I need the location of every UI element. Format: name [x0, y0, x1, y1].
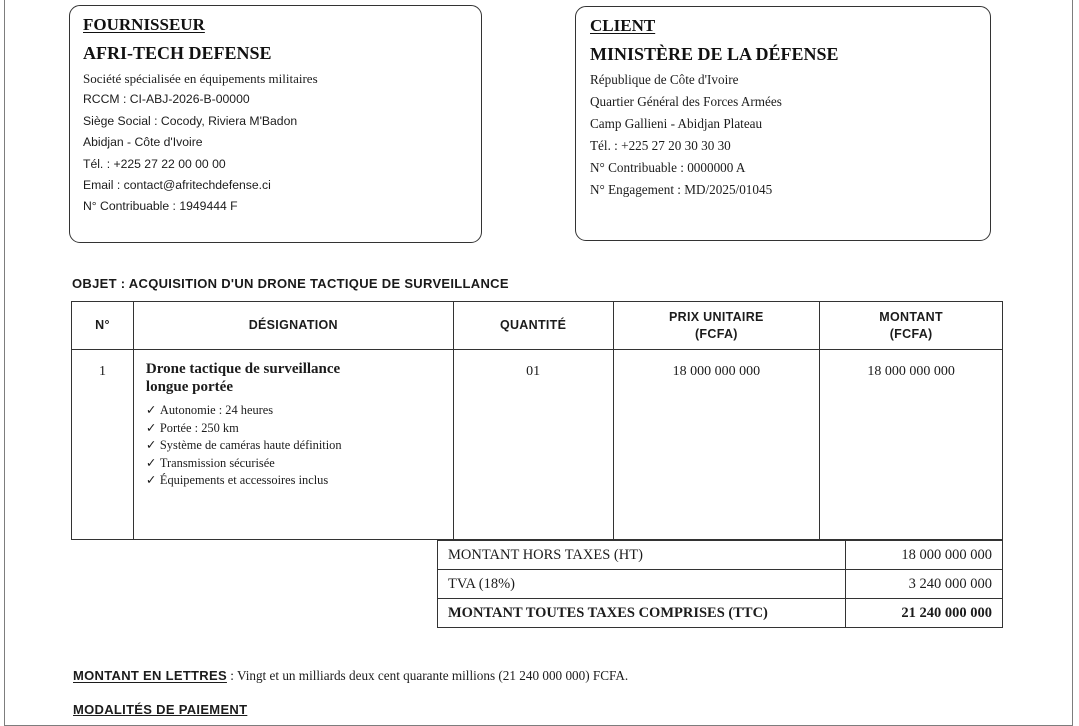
header-unit-price-line2: (FCFA): [694, 326, 738, 341]
list-item: [146, 437, 445, 455]
row-unit-price: 18 000 000 000: [613, 350, 820, 540]
client-country: République de Côte d'Ivoire: [590, 72, 739, 87]
client-phone: Tél. : +225 27 20 30 30 30: [590, 138, 731, 153]
total-ht-row: [438, 541, 1003, 570]
amount-in-words: [73, 668, 628, 684]
row-num: 1: [72, 350, 134, 540]
totals-table: [437, 540, 1003, 628]
tva-value: 3 240 000 000: [846, 570, 1003, 599]
supplier-tax-id: N° Contribuable : 1949444 F: [83, 199, 238, 214]
check-icon: ✓: [145, 403, 157, 417]
check-icon: ✓: [145, 420, 157, 435]
amount-in-words-label: MONTANT EN LETTRES: [73, 668, 227, 683]
header-unit-price: [613, 302, 820, 350]
table-row: [72, 350, 1003, 540]
header-unit-price-line1: PRIX UNITAIRE: [669, 309, 764, 324]
feature-text: Équipements et accessoires inclus: [159, 473, 329, 487]
supplier-head-office: Siège Social : Cocody, Riviera M'Badon: [83, 113, 298, 128]
client-commitment-number: N° Engagement : MD/2025/01045: [590, 182, 773, 197]
supplier-email: Email : contact@afritechdefense.ci: [83, 178, 271, 193]
list-item: [146, 402, 445, 420]
total-ttc-row: [438, 599, 1003, 628]
client-hq: Quartier Général des Forces Armées: [590, 94, 782, 109]
tva-row: [438, 570, 1003, 599]
client-heading: CLIENT: [590, 16, 656, 35]
feature-list: [146, 402, 445, 490]
supplier-box: [69, 5, 482, 243]
feature-text: Autonomie : 24 heures: [159, 403, 274, 417]
object-line: OBJET : ACQUISITION D'UN DRONE TACTIQUE DE SURVEILLANCE: [72, 276, 509, 291]
list-item: [146, 455, 445, 473]
items-table: [71, 301, 1003, 540]
feature-text: Portée : 250 km: [159, 420, 239, 435]
supplier-heading: FOURNISSEUR: [83, 15, 205, 34]
supplier-rccm: RCCM : CI-ABJ-2026-B-00000: [83, 92, 250, 107]
list-item: [146, 420, 445, 438]
check-icon: ✓: [145, 473, 157, 487]
supplier-city: Abidjan - Côte d'Ivoire: [83, 135, 203, 150]
client-box: [575, 6, 991, 241]
table-header-row: [72, 302, 1003, 350]
feature-text: Transmission sécurisée: [159, 455, 275, 470]
total-ttc-value: 21 240 000 000: [846, 599, 1003, 628]
header-quantity: QUANTITÉ: [453, 302, 613, 350]
client-tax-id: N° Contribuable : 0000000 A: [590, 160, 746, 175]
client-address: Camp Gallieni - Abidjan Plateau: [590, 116, 763, 131]
row-designation: [133, 350, 453, 540]
supplier-activity: Société spécialisée en équipements militaires: [83, 71, 318, 86]
supplier-name: AFRI-TECH DEFENSE: [83, 43, 272, 63]
row-amount: 18 000 000 000: [820, 350, 1003, 540]
amount-in-words-text: Vingt et un milliards deux cent quarante millions (21 240 000 000) FCFA.: [236, 668, 629, 683]
total-ht-label: MONTANT HORS TAXES (HT): [438, 541, 846, 570]
supplier-phone: Tél. : +225 27 22 00 00 00: [83, 156, 226, 171]
feature-text: Système de caméras haute définition: [159, 438, 342, 452]
item-title: [146, 360, 445, 396]
check-icon: ✓: [145, 455, 157, 470]
header-amount-line1: MONTANT: [879, 309, 943, 324]
list-item: [146, 472, 445, 490]
client-name: MINISTÈRE DE LA DÉFENSE: [590, 44, 839, 64]
item-title-line2: longue portée: [145, 379, 233, 395]
payment-terms-heading: MODALITÉS DE PAIEMENT: [73, 702, 248, 717]
header-designation: DÉSIGNATION: [133, 302, 453, 350]
header-amount-line2: (FCFA): [889, 326, 933, 341]
header-num: N°: [72, 302, 134, 350]
tva-label: TVA (18%): [438, 570, 846, 599]
row-quantity: 01: [453, 350, 613, 540]
header-amount: [820, 302, 1003, 350]
amount-in-words-separator: :: [226, 668, 237, 683]
total-ttc-label: MONTANT TOUTES TAXES COMPRISES (TTC): [438, 599, 846, 628]
total-ht-value: 18 000 000 000: [846, 541, 1003, 570]
item-title-line1: Drone tactique de surveillance: [145, 361, 341, 377]
check-icon: ✓: [145, 438, 157, 452]
